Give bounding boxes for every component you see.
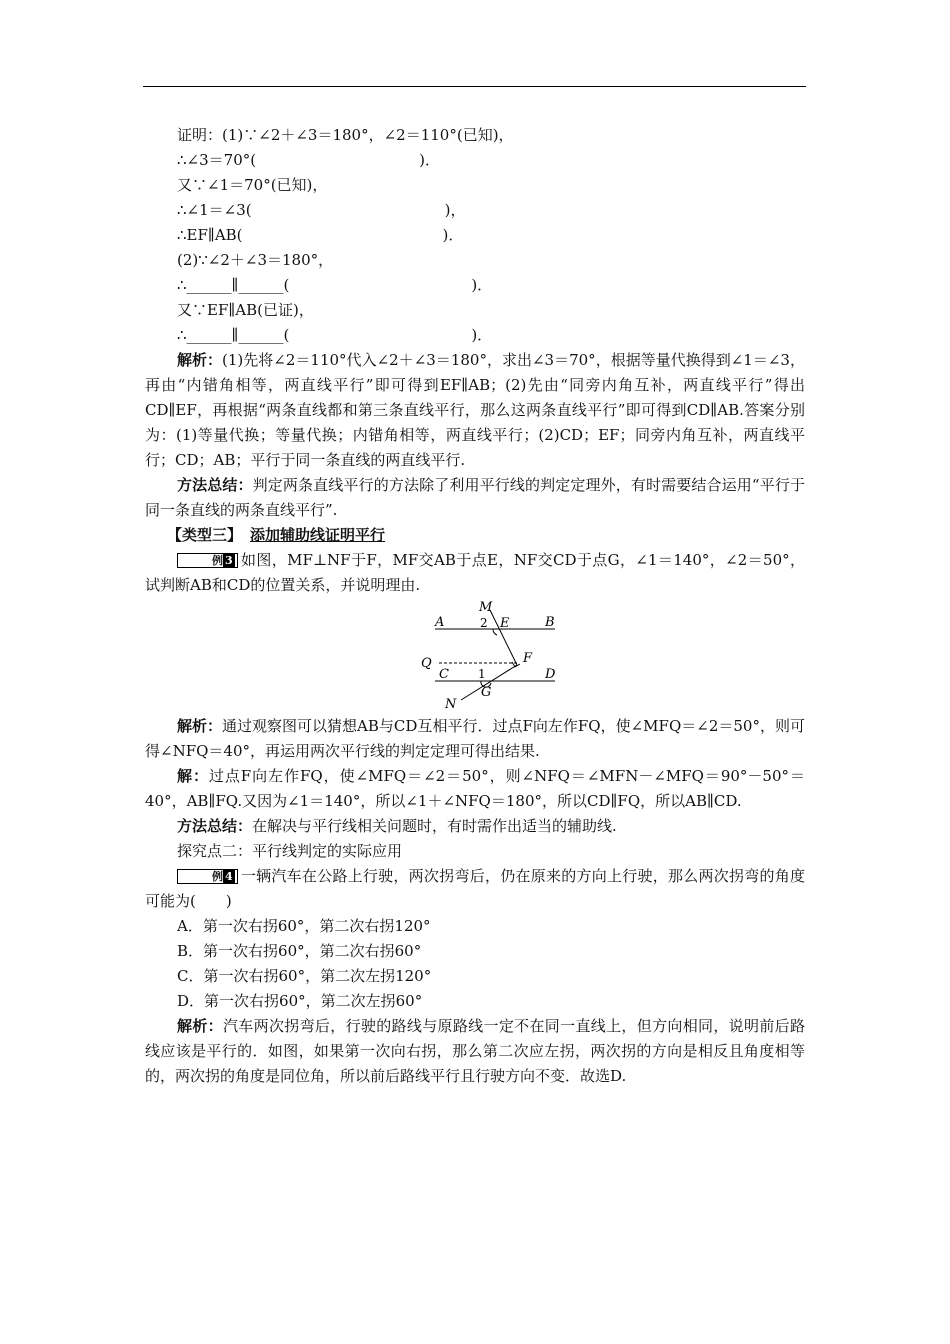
example-3-badge: 例 3: [177, 553, 238, 568]
option-c: C．第一次右拐60°，第二次左拐120°: [177, 967, 432, 985]
label-a: A: [435, 615, 445, 630]
type-3-heading: 【类型三】 添加辅助线证明平行: [167, 526, 386, 544]
proof-line-8: 又∵EF∥AB(已证)，: [177, 301, 314, 319]
option-d: D．第一次右拐60°，第二次左拐60°: [177, 992, 423, 1010]
analysis-4: 解析：汽车两次拐弯后，行驶的路线与原路线一定不在同一直线上，但方向相同，说明前后路线应该是平行的．如图，如果第一次向右拐，那么第二次应左拐，两次拐的方向是相反且角度相等的，两次拐的角度是同位角，所以前后路线平行且行驶方向不变．故选D.: [145, 1017, 805, 1085]
proof-line-5: ∴EF∥AB( )．: [177, 226, 464, 244]
proof-line-2: ∴∠3＝70°( )．: [177, 151, 440, 169]
label-n: N: [445, 697, 457, 710]
analysis-3: 解析：通过观察图可以猜想AB与CD互相平行．过点F向左作FQ，使∠MFQ＝∠2＝50°，则可得∠NFQ＝40°，再运用两次平行线的判定定理可得出结果.: [145, 717, 805, 760]
label-f: F: [523, 651, 533, 666]
label-m: M: [479, 600, 493, 615]
method-summary-1: 方法总结：判定两条直线平行的方法除了利用平行线的判定定理外，有时需要结合运用“平行于同一条直线的两条直线平行”.: [145, 476, 805, 519]
label-g: G: [481, 685, 492, 700]
label-e: E: [500, 616, 510, 631]
analysis-1: 解析：(1)先将∠2＝110°代入∠2＋∠3＝180°，求出∠3＝70°，根据等量代换得到∠1＝∠3，再由“内错角相等，两直线平行”即可得到EF∥AB；(2)先由“同旁内角互补，两直线平行”得出CD∥EF，再根据“两条直线都和第三条直线平行，那么这两条直线平行”即可得到CD∥AB.答案分别为：(1)等量代换；等量代换；内错角相等，两直线平行；(2)CD；EF；同旁内角互补，两直线平行；CD；AB；平行于同一条直线的两直线平行.: [145, 351, 805, 469]
proof-line-4: ∴∠1＝∠3( )，: [177, 201, 466, 219]
document-body: [145, 123, 805, 1089]
parallel-lines-diagram: [415, 600, 575, 710]
angle-2-arc: [493, 629, 497, 635]
proof-line-7: ∴______∥______( )．: [177, 276, 493, 294]
label-c: C: [439, 667, 449, 682]
option-b: B．第一次右拐60°，第二次右拐60°: [177, 942, 422, 960]
proof-line-6: (2)∵∠2＋∠3＝180°，: [177, 251, 334, 269]
proof-line-1: 证明：(1)∵∠2＋∠3＝180°，∠2＝110°(已知)，: [177, 126, 514, 144]
label-d: D: [545, 667, 556, 682]
solution-3: 解：过点F向左作FQ，使∠MFQ＝∠2＝50°，则∠NFQ＝∠MFN－∠MFQ＝90°－50°＝40°，AB∥FQ.又因为∠1＝140°，所以∠1＋∠NFQ＝180°，所以CD∥FQ，所以AB∥CD.: [145, 767, 805, 810]
label-q: Q: [421, 656, 432, 671]
header-rule: [143, 86, 806, 87]
explore-point-2: 探究点二：平行线判定的实际应用: [177, 842, 403, 860]
proof-line-9: ∴______∥______( )．: [177, 326, 493, 344]
example-3: 例 3 如图，MF⊥NF于F，MF交AB于点E，NF交CD于点G，∠1＝140°，∠2＝50°，试判断AB和CD的位置关系，并说明理由.: [145, 551, 805, 594]
label-angle-1: 1: [478, 667, 486, 681]
geometry-figure: [145, 600, 805, 710]
label-b: B: [545, 615, 555, 630]
example-4-badge: 例 4: [177, 869, 238, 884]
label-angle-2: 2: [480, 616, 488, 630]
method-summary-3: 方法总结：在解决与平行线相关问题时，有时需作出适当的辅助线.: [177, 817, 617, 835]
example-4: 例 4 一辆汽车在公路上行驶，两次拐弯后，仍在原来的方向上行驶，那么两次拐弯的角度可能为( ): [145, 867, 805, 910]
option-a: A．第一次右拐60°，第二次右拐120°: [177, 917, 431, 935]
proof-line-3: 又∵∠1＝70°(已知)，: [177, 176, 328, 194]
